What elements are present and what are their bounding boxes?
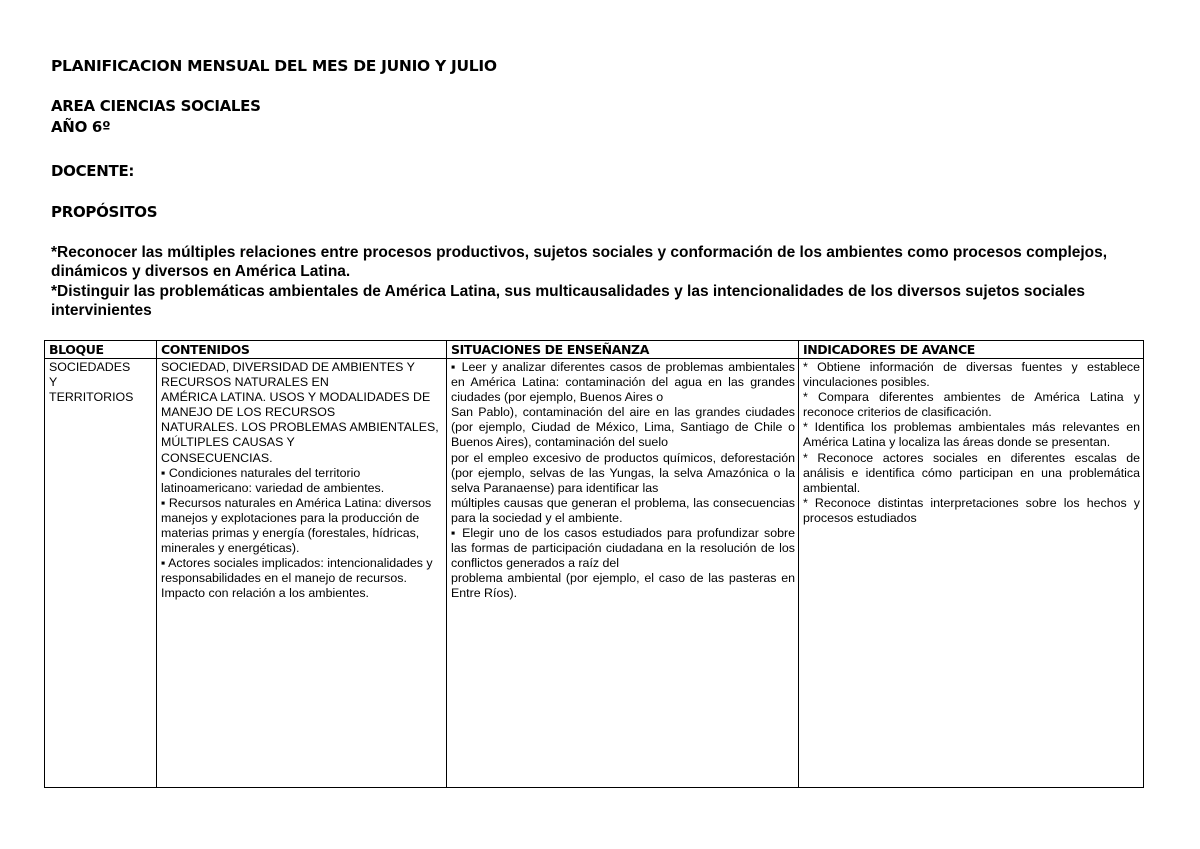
- purpose-item: *Distinguir las problemáticas ambientales de América Latina, sus multicausalidades y las intencionalidades de los diversos sujetos sociales intervinientes: [51, 282, 1086, 320]
- contenido-line: responsabilidades en el manejo de recursos.: [161, 571, 407, 586]
- document-title: PLANIFICACION MENSUAL DEL MES DE JUNIO Y JULIO: [51, 57, 497, 75]
- bloque-line: Y: [49, 375, 58, 390]
- contenido-line: AMÉRICA LATINA. USOS Y MODALIDADES DE: [161, 390, 431, 405]
- contenido-line: ▪ Condiciones naturales del territorio: [161, 465, 361, 480]
- contenido-line: ▪ Actores sociales implicados: intencionalidades y: [161, 556, 433, 571]
- teacher-label: DOCENTE:: [51, 162, 135, 180]
- planning-table: [44, 340, 1144, 788]
- column-header-bloque: BLOQUE: [45, 341, 157, 359]
- contenido-line: latinoamericano: variedad de ambientes.: [161, 480, 385, 495]
- situacion-paragraph: San Pablo), contaminación del aire en las grandes ciudades (por ejemplo, Ciudad de México, Lima, Santiago de Chile o Buenos Aires), contaminación del suelo: [451, 405, 795, 450]
- bloque-line: SOCIEDADES: [49, 360, 131, 374]
- contenido-line: SOCIEDAD, DIVERSIDAD DE AMBIENTES Y: [161, 360, 415, 374]
- situacion-paragraph: problema ambiental (por ejemplo, el caso de las pasteras en Entre Ríos).: [451, 571, 795, 601]
- contenido-line: minerales y energéticas).: [161, 541, 300, 556]
- column-header-situaciones: SITUACIONES DE ENSEÑANZA: [447, 341, 799, 359]
- column-header-indicadores: INDICADORES DE AVANCE: [799, 341, 1144, 359]
- contenido-line: ▪ Recursos naturales en América Latina: diversos: [161, 495, 432, 510]
- indicador-item: * Reconoce distintas interpretaciones sobre los hechos y procesos estudiados: [803, 495, 1140, 525]
- contenido-line: RECURSOS NATURALES EN: [161, 375, 329, 390]
- contenido-line: MANEJO DE LOS RECURSOS: [161, 405, 336, 420]
- indicador-item: * Identifica los problemas ambientales más relevantes en América Latina y localiza las áreas donde se presentan.: [803, 420, 1140, 450]
- purposes-list: [51, 243, 1161, 321]
- indicador-item: * Obtiene información de diversas fuentes y establece vinculaciones posibles.: [803, 360, 1140, 390]
- indicador-item: * Reconoce actores sociales en diferentes escalas de análisis e identifica cómo participan en una problemática ambiental.: [803, 450, 1140, 495]
- situacion-paragraph: ▪ Elegir uno de los casos estudiados para profundizar sobre las formas de participación ciudadana en la resolución de los conflictos generados a raíz del: [451, 526, 795, 571]
- contenido-line: materias primas y energía (forestales, hídricas,: [161, 526, 420, 541]
- indicadores-cell: [799, 359, 1144, 788]
- bloque-line: TERRITORIOS: [49, 390, 134, 405]
- contenido-line: CONSECUENCIAS.: [161, 450, 273, 465]
- contenido-line: manejos y explotaciones para la producción de: [161, 510, 420, 525]
- contenido-line: MÚLTIPLES CAUSAS Y: [161, 435, 295, 450]
- situacion-paragraph: múltiples causas que generan el problema, las consecuencias para la sociedad y el ambiente.: [451, 495, 795, 525]
- situacion-paragraph: por el empleo excesivo de productos químicos, deforestación (por ejemplo, selvas de las Yungas, la selva Amazónica o la selva Paranaense) para identificar las: [451, 450, 795, 495]
- situacion-paragraph: ▪ Leer y analizar diferentes casos de problemas ambientales en América Latina: contaminación del agua en las grandes ciudades (por ejemplo, Buenos Aires o: [451, 360, 795, 405]
- contenidos-cell: [157, 359, 447, 788]
- bloque-cell: [45, 359, 157, 788]
- contenido-line: Impacto con relación a los ambientes.: [161, 586, 369, 601]
- purpose-item: *Reconocer las múltiples relaciones entre procesos productivos, sujetos sociales y conformación de los ambientes como procesos complejos, dinámicos y diversos en América Latina.: [51, 244, 1108, 281]
- situaciones-cell: [447, 359, 799, 788]
- purposes-heading: PROPÓSITOS: [51, 203, 158, 221]
- area-label: AREA CIENCIAS SOCIALES: [51, 97, 261, 115]
- table-header-row: [45, 341, 1144, 359]
- indicador-item: * Compara diferentes ambientes de América Latina y reconoce criterios de clasificación.: [803, 390, 1140, 420]
- year-label: AÑO 6º: [51, 118, 111, 136]
- table-row: [45, 359, 1144, 788]
- column-header-contenidos: CONTENIDOS: [157, 341, 447, 359]
- contenido-line: NATURALES. LOS PROBLEMAS AMBIENTALES,: [161, 420, 439, 435]
